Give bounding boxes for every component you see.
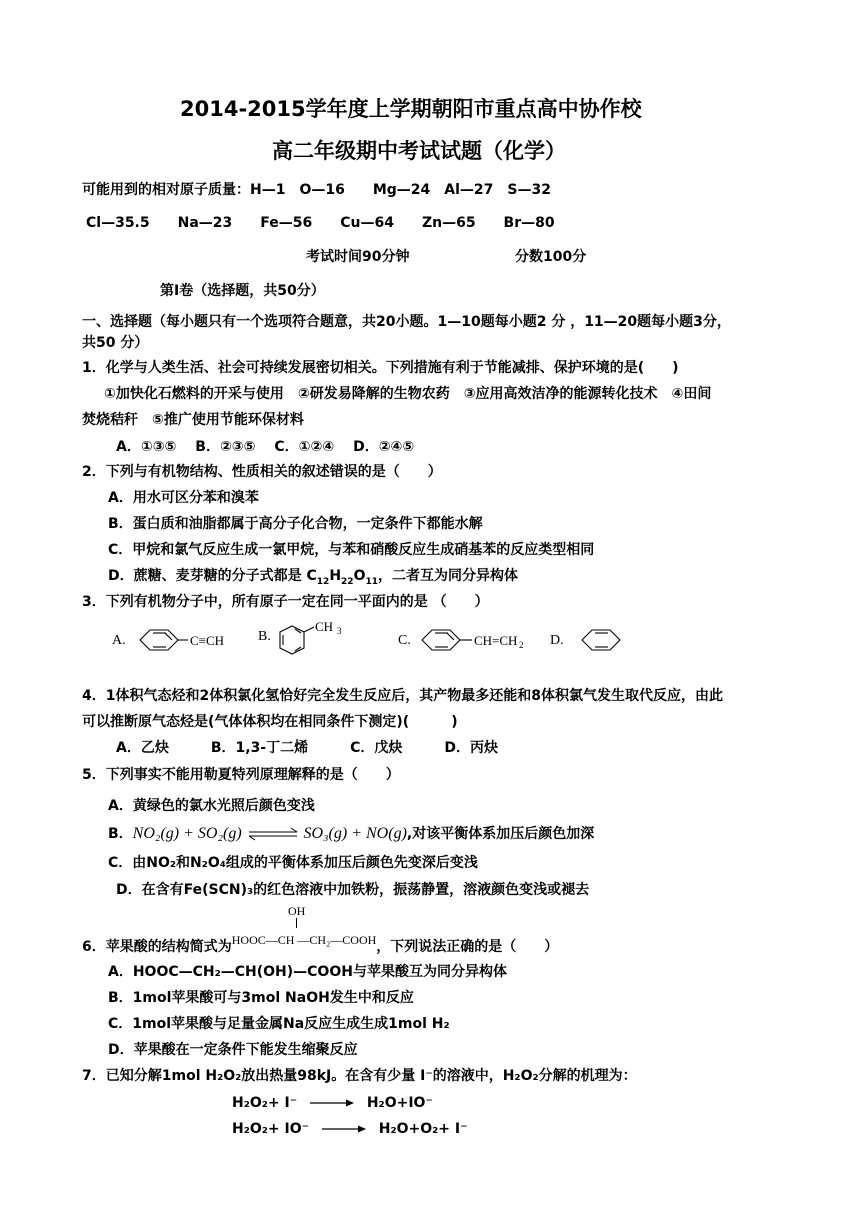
malic-acid-bond [296,918,297,928]
question-4-stem-line2: 可以推断原气态烃是(气体体积均在相同条件下测定)( ) [82,714,458,730]
benzene-ring-b [280,626,304,654]
question-1-options: A．①③⑤ B．②③⑤ C．①②④ D．②④⑤ [116,439,415,455]
q3-label-b: B. [258,629,271,644]
q3-group-c: CH=CH [474,633,518,648]
question-5-stem: 5．下列事实不能用勒夏特列原理解释的是（ ） [82,767,400,783]
question-3-structures [110,618,630,668]
question-6-option-a: A．HOOC—CH₂—CH(OH)—COOH与苹果酸互为同分异构体 [108,964,507,980]
q3-group-a: C≡CH [190,633,225,648]
equilibrium-arrow-icon [247,827,299,841]
exam-time: 考试时间90分钟 [306,249,410,265]
atomic-masses-line2: Cl—35.5 Na—23 Fe—56 Cu—64 Zn—65 Br—80 [86,215,555,231]
question-6-option-b: B．1mol苹果酸可与3mol NaOH发生中和反应 [108,990,414,1006]
question-2-option-d: D．蔗糖、麦芽糖的分子式都是 $C_{12}H_{22}O_{11}$，二者互为同分异构体 [108,568,518,587]
reaction-arrow-icon [308,1098,356,1108]
question-1-items-line2: 焚烧秸秆 ⑤推广使用节能环保材料 [82,412,304,428]
section-instructions-line2: 共50 分） [82,335,149,351]
malic-acid-structure: HOOC—CH —CH₂—COOH [231,933,377,947]
reaction-2: H₂O₂+ IO⁻ H₂O+O₂+ I⁻ [232,1121,468,1137]
q3-group-b: CH [315,619,334,634]
reaction-arrow-icon [320,1124,368,1134]
question-3-stem: 3．下列有机物分子中，所有原子一定在同一平面内的是 （ ） [82,594,489,610]
reaction-1: H₂O₂+ I⁻ H₂O+IO⁻ [232,1095,433,1111]
exam-subtitle: 高二年级期中考试试题（化学） [272,139,566,163]
part-heading: 第Ⅰ卷（选择题，共50分） [160,283,325,299]
question-2-option-c: C．甲烷和氯气反应生成一氯甲烷，与苯和硝酸反应生成硝基苯的反应类型相同 [108,542,595,558]
q3-label-a: A. [112,633,126,648]
question-2-stem: 2．下列与有机物结构、性质相关的叙述错误的是（ ） [82,464,442,480]
question-5-option-c: C．由NO₂和N₂O₄组成的平衡体系加压后颜色先变深后变浅 [108,855,478,871]
question-6-stem: 6．苹果酸的结构简式为HOOC—CH —CH₂—COOH，下列说法正确的是（ ） [82,933,559,955]
atomic-masses-line1: 可能用到的相对原子质量：H—1 O—16 Mg—24 Al—27 S—32 [82,182,551,198]
question-4-options: A．乙炔 B．1,3-丁二烯 C．戊炔 D．丙炔 [116,740,499,756]
question-1-items-line1: ①加快化石燃料的开采与使用 ②研发易降解的生物农药 ③应用高效洁净的能源转化技术 ④田间 [104,386,712,402]
question-2-option-a: A．用水可区分苯和溴苯 [108,490,259,506]
question-5-option-b: B．NO₂(g) + SO₂(g) SO₃(g) + NO(g),对该平衡体系加压后颜色加深 [108,825,595,842]
question-5-option-d: D．在含有Fe(SCN)₃的红色溶液中加铁粉，振荡静置，溶液颜色变浅或褪去 [116,882,590,898]
question-7-stem: 7．已知分解1mol H₂O₂放出热量98kJ。在含有少量 I⁻的溶液中，H₂O₂分解的机理为： [82,1068,637,1084]
exam-title: 2014-2015学年度上学期朝阳市重点高中协作校 [180,97,642,121]
section-instructions-line1: 一、选择题（每小题只有一个选项符合题意，共20小题。1—10题每小题2 分 ，11—20题每小题3分， [82,314,731,330]
question-1-stem: 1．化学与人类生活、社会可持续发展密切相关。下列措施有利于节能减排、保护环境的是( ) [82,360,679,376]
q3-group-c-sub: 2 [519,640,524,650]
malic-acid-oh: OH [288,904,306,918]
exam-score: 分数100分 [515,249,587,265]
q3-label-c: C. [398,633,411,648]
question-4-stem-line1: 4．1体积气态烃和2体积氯化氢恰好完全发生反应后，其产物最多还能和8体积氯气发生取代反应，由此 [82,688,723,704]
question-2-option-b: B．蛋白质和油脂都属于高分子化合物，一定条件下都能水解 [108,516,483,532]
q3-group-b-sub: 3 [337,626,342,636]
question-6-option-d: D．苹果酸在一定条件下能发生缩聚反应 [108,1042,358,1058]
q3-label-d: D. [550,633,564,648]
question-5-option-a: A．黄绿色的氯水光照后颜色变浅 [108,798,315,814]
question-6-option-c: C．1mol苹果酸与足量金属Na反应生成生成1mol H₂ [108,1016,450,1032]
